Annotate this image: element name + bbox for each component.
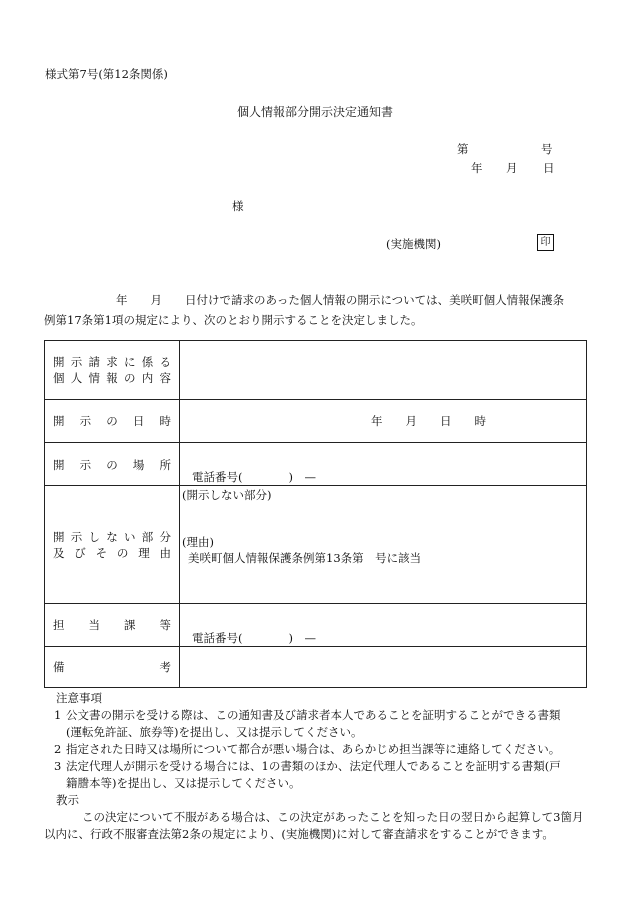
intro-text-line-1: 年 月 日付けで請求のあった個人情報の開示については、美咲町個人情報保護条: [116, 293, 565, 307]
row-label-cell: [45, 604, 180, 646]
doc-number-suffix: 号: [541, 142, 553, 156]
table-row-location: [45, 443, 586, 486]
row-label-cell: [45, 400, 180, 442]
row-label-line: 開示請求に係る: [53, 355, 171, 369]
row-label-line: 開示の日時: [53, 414, 171, 428]
row-label-line: 及びその理由: [53, 546, 171, 560]
row-label-cell: [45, 486, 180, 603]
department-phone: 電話番号( ) —: [192, 631, 316, 645]
note-line: 籍謄本等)を提出し、又は提示してください。: [66, 776, 301, 790]
note-number: 1: [54, 708, 62, 722]
notes-section: [44, 690, 590, 843]
row-label-line: 開示の場所: [53, 458, 171, 472]
notes-heading: 注意事項: [56, 691, 102, 705]
doc-number-prefix: 第: [457, 142, 469, 156]
row-value-cell: [180, 341, 586, 399]
date-year-label: 年: [471, 161, 483, 175]
note-line: 指定された日時又は場所について都合が悪い場合は、あらかじめ担当課等に連絡してください。: [66, 742, 561, 756]
table-row-content: [45, 341, 586, 400]
row-label-line: 備考: [53, 660, 171, 674]
date-day-label: 日: [543, 161, 555, 175]
row-value-cell: [180, 647, 586, 688]
instruction-heading: 教示: [56, 793, 79, 807]
disclosure-table: [44, 340, 587, 688]
document-title: 個人情報部分開示決定通知書: [236, 105, 393, 119]
table-row-undisclosed: [45, 486, 586, 604]
row-label-cell: [45, 443, 180, 485]
row-label-cell: [45, 341, 180, 399]
instruction-line: 以内に、行政不服審査法第2条の規定により、(実施機関)に対して審査請求をすることができます。: [44, 827, 554, 841]
table-row-department: [45, 604, 586, 647]
row-value-cell: [180, 400, 586, 442]
reason-text: 美咲町個人情報保護条例第13条第 号に該当: [188, 551, 422, 565]
note-number: 3: [54, 759, 62, 773]
table-row-remarks: [45, 647, 586, 688]
row-value-cell: [180, 604, 586, 646]
note-line: 公文書の開示を受ける際は、この通知書及び請求者本人であることを証明することができる書類: [66, 708, 561, 722]
table-row-datetime: [45, 400, 586, 443]
row-label-cell: [45, 647, 180, 688]
instruction-line: この決定について不服がある場合は、この決定があったことを知った日の翌日から起算して3箇月: [82, 810, 584, 824]
note-line: 法定代理人が開示を受ける場合には、1の書類のほか、法定代理人であることを証明する書類(戸: [66, 759, 561, 773]
addressee-suffix: 様: [232, 199, 244, 213]
note-number: 2: [54, 742, 62, 756]
form-number: 様式第7号(第12条関係): [45, 67, 168, 81]
intro-text-line-2: 例第17条第1項の規定により、次のとおり開示することを決定しました。: [44, 313, 423, 327]
undisclosed-part-label: (開示しない部分): [182, 488, 272, 502]
note-item: [44, 707, 590, 741]
note-line: (運転免許証、旅券等)を提出し、又は提示してください。: [66, 725, 363, 739]
row-label-line: 開示しない部分: [53, 530, 171, 544]
note-item: [44, 758, 590, 792]
reason-label: (理由): [182, 535, 214, 549]
seal-mark: 印: [537, 234, 554, 251]
row-label-line: 個人情報の内容: [53, 371, 171, 385]
note-item: [44, 741, 590, 758]
agency-label: (実施機関): [386, 237, 441, 251]
datetime-value: 年 月 日 時: [371, 414, 486, 428]
row-value-cell: [180, 486, 586, 603]
date-month-label: 月: [506, 161, 518, 175]
location-phone: 電話番号( ) —: [192, 470, 316, 484]
row-value-cell: [180, 443, 586, 485]
row-label-line: 担当課等: [53, 618, 171, 632]
